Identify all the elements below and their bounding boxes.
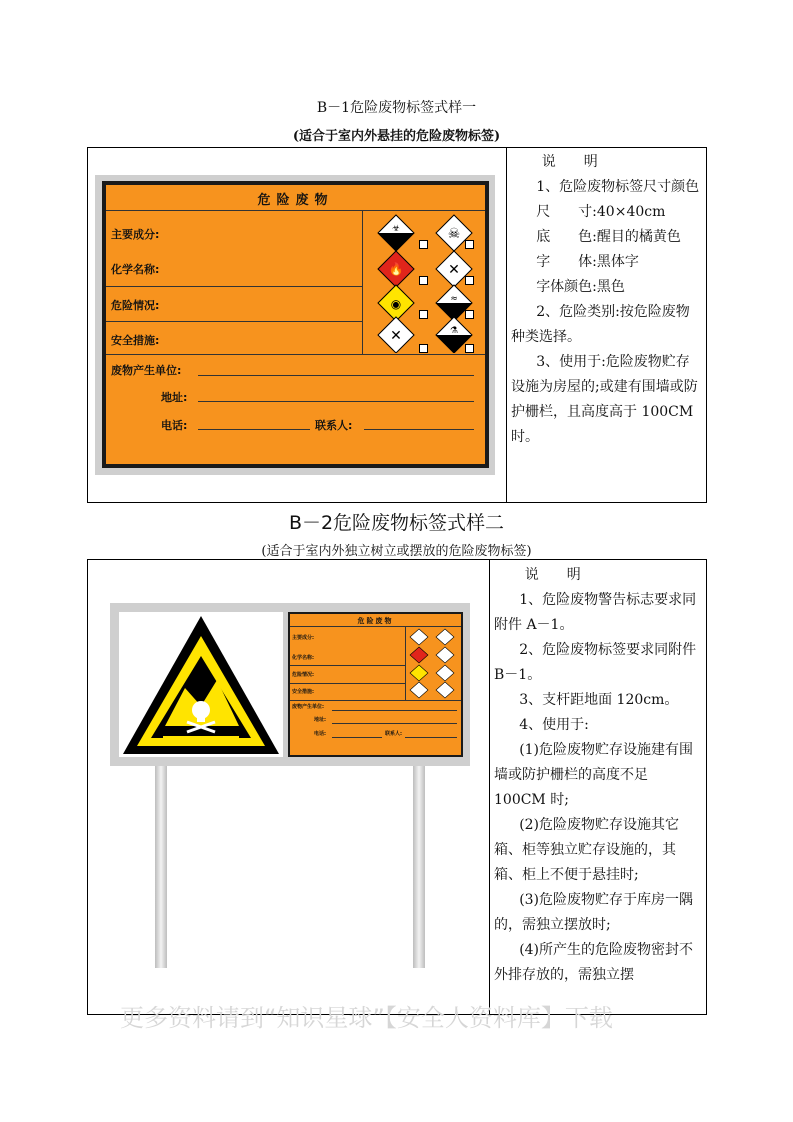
- section2-notes: [494, 563, 701, 1013]
- label1-field-hazard: 危险情况:: [111, 299, 160, 312]
- checkbox-1: [419, 240, 428, 249]
- checkbox-3: [419, 276, 428, 285]
- checkbox-6: [465, 310, 474, 319]
- label1-field-safety: 安全措施:: [111, 334, 160, 347]
- section1-divider: [506, 147, 507, 503]
- svg-text:⚗: ⚗: [449, 326, 459, 336]
- label1-field-ingredients: 主要成分:: [111, 228, 160, 241]
- section2-note: (3)危险废物贮存于库房一隅的，需独立摆放时;: [494, 892, 694, 933]
- section1-notes-heading: 说 明: [541, 154, 598, 170]
- section2-note: (2)危险废物贮存设施其它箱、柜等独立贮存设施的，其箱、柜上不便于悬挂时;: [494, 817, 680, 883]
- label2-field-hazard: 危险情况:: [292, 672, 314, 678]
- flammable-icon: [378, 251, 414, 287]
- section1-title: B－1危险废物标签式样一: [316, 100, 477, 116]
- label1-address: 地址:: [161, 391, 188, 404]
- section2-subtitle: (适合于室内外独立树立或摆放的危险废物标签): [261, 544, 532, 559]
- section1-note: 2、危险类别:按危险废物种类选择。: [511, 304, 690, 345]
- label2-pictograms-grid: [407, 628, 459, 700]
- sign-post-right: [413, 766, 425, 968]
- section2-title: B－2危险废物标签式样二: [288, 512, 505, 534]
- oxidizer-icon: [378, 285, 414, 321]
- label1-heading: 危险废物: [257, 193, 334, 208]
- section2-note: 2、危险废物标签要求同附件 B－1。: [494, 642, 697, 683]
- checkbox-7: [419, 344, 428, 353]
- section1-note: 底 色:醒目的橘黄色: [536, 229, 681, 245]
- label2-field-safety: 安全措施:: [292, 689, 314, 695]
- svg-text:✕: ✕: [390, 328, 402, 344]
- section1-note: 字体颜色:黑色: [536, 279, 625, 295]
- section2-note: (1)危险废物贮存设施建有围墙或防护栅栏的高度不足 100CM 时;: [494, 742, 694, 808]
- section2-notes-heading: 说 明: [524, 567, 581, 583]
- checkbox-8: [465, 344, 474, 353]
- label2-heading: 危险废物: [357, 617, 394, 625]
- watermark: 更多资料请到“知识星球”【安全人资料库】下载: [120, 1004, 613, 1032]
- hazard-waste-label-1: [106, 185, 485, 464]
- label1-producer: 废物产生单位:: [111, 364, 182, 377]
- svg-text:🔥: 🔥: [388, 262, 404, 276]
- checkbox-4: [465, 276, 474, 285]
- corrosive-icon: [378, 215, 414, 251]
- label2-field-ingredients: 主要成分:: [292, 635, 314, 641]
- checkbox-5: [419, 310, 428, 319]
- sign-post-left: [155, 766, 167, 968]
- label2-field-chemical-name: 化学名称:: [292, 655, 314, 661]
- section2-note: 1、危险废物警告标志要求同附件 A－1。: [494, 592, 697, 633]
- section2-note: (4)所产生的危险废物密封不外排存放的，需独立摆: [494, 942, 694, 983]
- label2-phone: 电话:: [314, 731, 326, 737]
- svg-text:☣: ☣: [391, 224, 401, 234]
- section1-note: 字 体:黑体字: [536, 254, 639, 270]
- hazard-waste-label-2: [290, 614, 461, 755]
- section2-divider: [489, 559, 490, 1015]
- section1-subtitle: (适合于室内外悬挂的危险废物标签): [292, 129, 501, 144]
- checkbox-2: [465, 240, 474, 249]
- label2-contact: 联系人:: [385, 731, 402, 737]
- svg-text:≈: ≈: [450, 294, 458, 304]
- svg-text:☠: ☠: [447, 226, 461, 242]
- section1-note: 尺 寸:40×40cm: [536, 204, 666, 220]
- label2-producer: 废物产生单位:: [292, 704, 325, 710]
- svg-text:◉: ◉: [390, 297, 402, 311]
- section1-note: 3、使用于:危险废物贮存设施为房屋的;或建有围墙或防护栅栏，且高度高于 100CM 时。: [511, 354, 698, 445]
- section2-note: 3、支杆距地面 120cm。: [519, 692, 679, 708]
- toxic-warning-triangle-icon: [121, 614, 281, 756]
- section2-note: 4、使用于:: [519, 717, 589, 733]
- label1-contact: 联系人:: [315, 419, 353, 432]
- label2-address: 地址:: [314, 717, 326, 723]
- label1-field-chemical-name: 化学名称:: [111, 263, 160, 276]
- section1-note: 1、危险废物标签尺寸颜色: [536, 179, 700, 195]
- section1-notes: [511, 150, 701, 450]
- irritant-icon: [378, 317, 414, 353]
- label1-phone: 电话:: [161, 419, 188, 432]
- svg-text:✕: ✕: [448, 262, 460, 278]
